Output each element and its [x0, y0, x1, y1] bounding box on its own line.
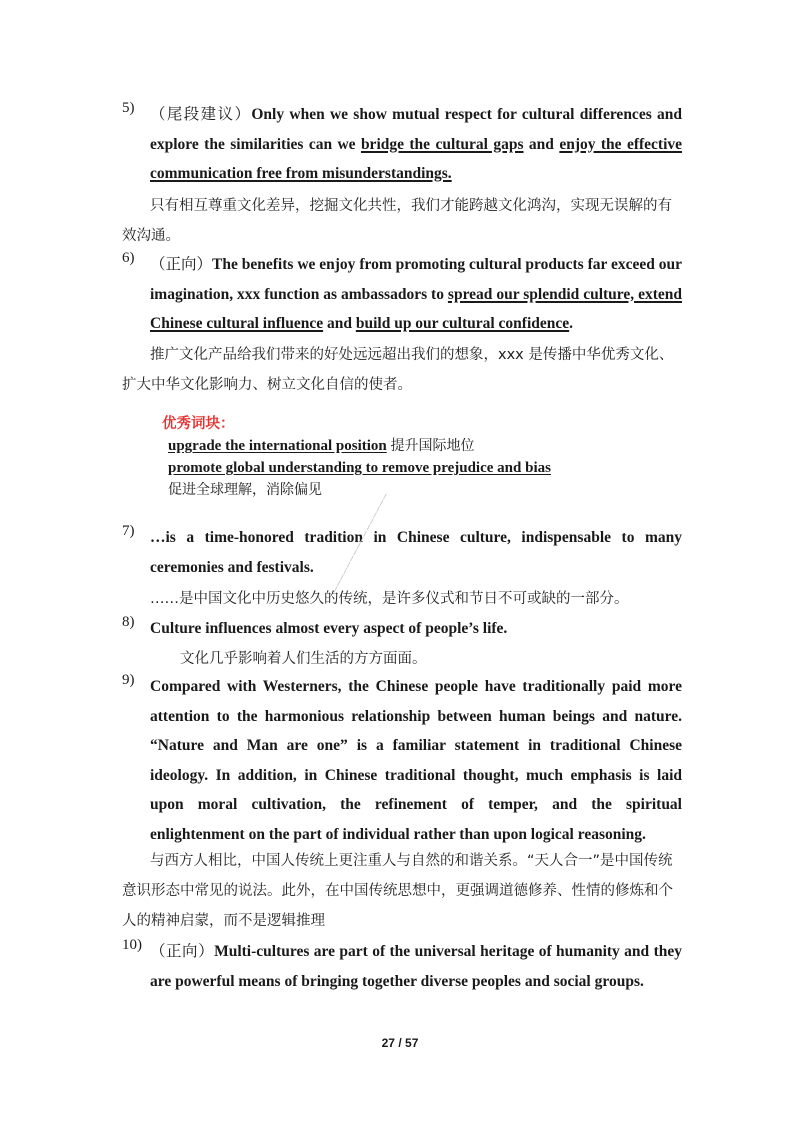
item-number: 6): [122, 250, 135, 266]
item-number: 10): [122, 937, 142, 953]
vocab-phrase: promote global understanding to remove prejudice and bias: [168, 460, 551, 476]
vocab-title: 优秀词块：: [162, 416, 235, 432]
item-number: 8): [122, 614, 135, 630]
item-5: [122, 100, 682, 189]
key-phrase: bridge the cultural gaps: [360, 135, 524, 153]
item-number: 5): [122, 100, 135, 116]
english-sentence: （正向）The benefits we enjoy from promoting cultural products far exceed our imagination, xxx function as ambassadors to spread our splendid culture, extend Chinese cultural influence and build up our cultural confidence.: [150, 256, 682, 332]
key-phrase: enjoy the effective communication free from misunderstandings.: [150, 135, 683, 182]
item-8: [122, 614, 682, 644]
item-6: [122, 250, 682, 339]
key-phrase: spread our splendid culture, extend Chinese cultural influence: [150, 285, 682, 332]
item-number: 9): [122, 672, 135, 688]
chinese-translation: 只有相互尊重文化差异，挖掘文化共性，我们才能跨越文化鸿沟，实现无误解的有效沟通。: [122, 198, 672, 244]
watermark: ────────────────: [330, 490, 393, 596]
vocab-phrase: upgrade the international position: [168, 438, 387, 454]
vocab-translation: 促进全球理解，消除偏见: [168, 482, 322, 498]
item-10: [122, 937, 682, 996]
english-sentence: Culture influences almost every aspect of people’s life.: [150, 620, 508, 637]
item-9: [122, 672, 682, 849]
item-number: 7): [122, 523, 135, 539]
vocab-translation: 提升国际地位: [390, 438, 475, 454]
page-number: 27 / 57: [381, 1036, 419, 1050]
english-sentence: （正向）Multi-cultures are part of the universal heritage of humanity and they are powerful means of bringing together diverse peoples and social groups.: [150, 943, 682, 990]
item-tag: （正向）: [150, 256, 213, 273]
english-sentence: （尾段建议）Only when we show mutual respect for cultural differences and explore the similarities can we bridge the cultural gaps and enjoy the effective communication free from misunderstandings.: [150, 106, 683, 182]
chinese-translation: 文化几乎影响着人们生活的方方面面。: [180, 651, 427, 667]
chinese-translation: 推广文化产品给我们带来的好处远远超出我们的想象，xxx 是传播中华优秀文化、扩大中华文化影响力、树立文化自信的使者。: [122, 347, 674, 393]
key-phrase: build up our cultural confidence: [355, 315, 570, 332]
item-7: [122, 523, 682, 582]
chinese-translation: 与西方人相比，中国人传统上更注重人与自然的和谐关系。“天人合一”是中国传统意识形态中常见的说法。此外，在中国传统思想中，更强调道德修养、性情的修炼和个人的精神启蒙，而不是逻辑推理: [122, 853, 673, 929]
item-tag: （尾段建议）: [150, 106, 252, 123]
vocab-entry-translation: [168, 479, 640, 501]
english-sentence: …is a time-honored tradition in Chinese culture, indispensable to many ceremonies and festivals.: [150, 529, 682, 576]
english-sentence: Compared with Westerners, the Chinese people have traditionally paid more attention to the harmonious relationship between human beings and nature. “Nature and Man are one” is a familiar statement in traditional Chinese ideology. In addition, in Chinese traditional thought, much emphasis is laid upon moral cultivation, the refinement of temper, and the spiritual enlightenment on the part of individual rather than upon logical reasoning.: [150, 678, 682, 843]
chinese-translation: ……是中国文化中历史悠久的传统，是许多仪式和节日不可或缺的一部分。: [150, 591, 629, 607]
item-tag: （正向）: [150, 943, 215, 960]
